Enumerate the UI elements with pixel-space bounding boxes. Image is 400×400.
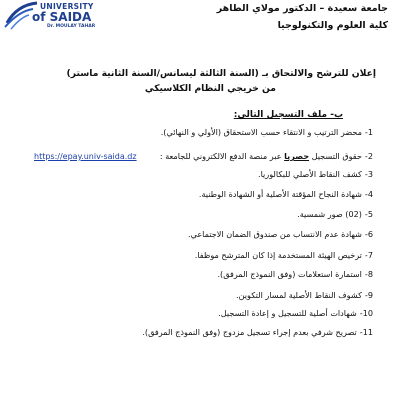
list-item: 8-استمارة استعلامات (وفق النموذج المرفق). [217,269,373,279]
logo-line-moulay: Dr. MOULAY TAHAR [47,24,96,29]
university-name: جامعة سعيدة – الدكتور مولاي الطاهر [216,3,388,14]
list-item: 9-كشوف النقاط الأصلية لمسار التكوين. [236,290,373,300]
list-item: 10-شهادات أصلية للتسجيل و إعادة التسجيل. [218,308,373,318]
list-item: 7-ترخيص الهيئة المستخدمة إذا كان المترشح موظفا. [194,250,373,260]
university-logo [3,1,119,31]
announcement-title: إعلان للترشح والالتحاق بـ (السنة الثالثة ليسانس/السنة الثانية ماستر) [66,68,376,79]
list-item: 1-محضر الترتيب و الانتقاء حسب الاستحقاق (الأولي و النهائي). [160,127,373,137]
list-item: 5-(02) صور شمسية. [297,209,373,219]
list-item: 11-تصريح شرفي بعدم إجراء تسجيل مزدوج (وفق النموذج المرفق). [142,327,373,337]
faculty-name: كلية العلوم والتكنولوجيا [277,20,388,31]
list-item: 3-كشف النقاط الأصلي للبكالوريا. [258,169,373,179]
logo-line-saida: of SAIDA [32,10,92,24]
section-heading: ب- ملف التسجيل التالي: [233,110,343,120]
logo-line-university: UNIVERSITY [40,2,94,11]
list-item: 6-شهادة عدم الانتساب من صندوق الضمان الاجتماعي. [188,229,373,239]
announcement-subtitle: من خريجي النظام الكلاسيكي [144,83,276,94]
list-item: 2-حقوق التسجيل حصريا عبر منصة الدفع الالكتروني للجامعة : [159,151,373,161]
list-item: 4-شهادة النجاح المؤقتة الأصلية أو الشهادة الوطنية. [198,189,373,199]
payment-link[interactable]: https://epay.univ-saida.dz [34,152,137,161]
exclusive-emphasis: حصريا [284,151,310,161]
